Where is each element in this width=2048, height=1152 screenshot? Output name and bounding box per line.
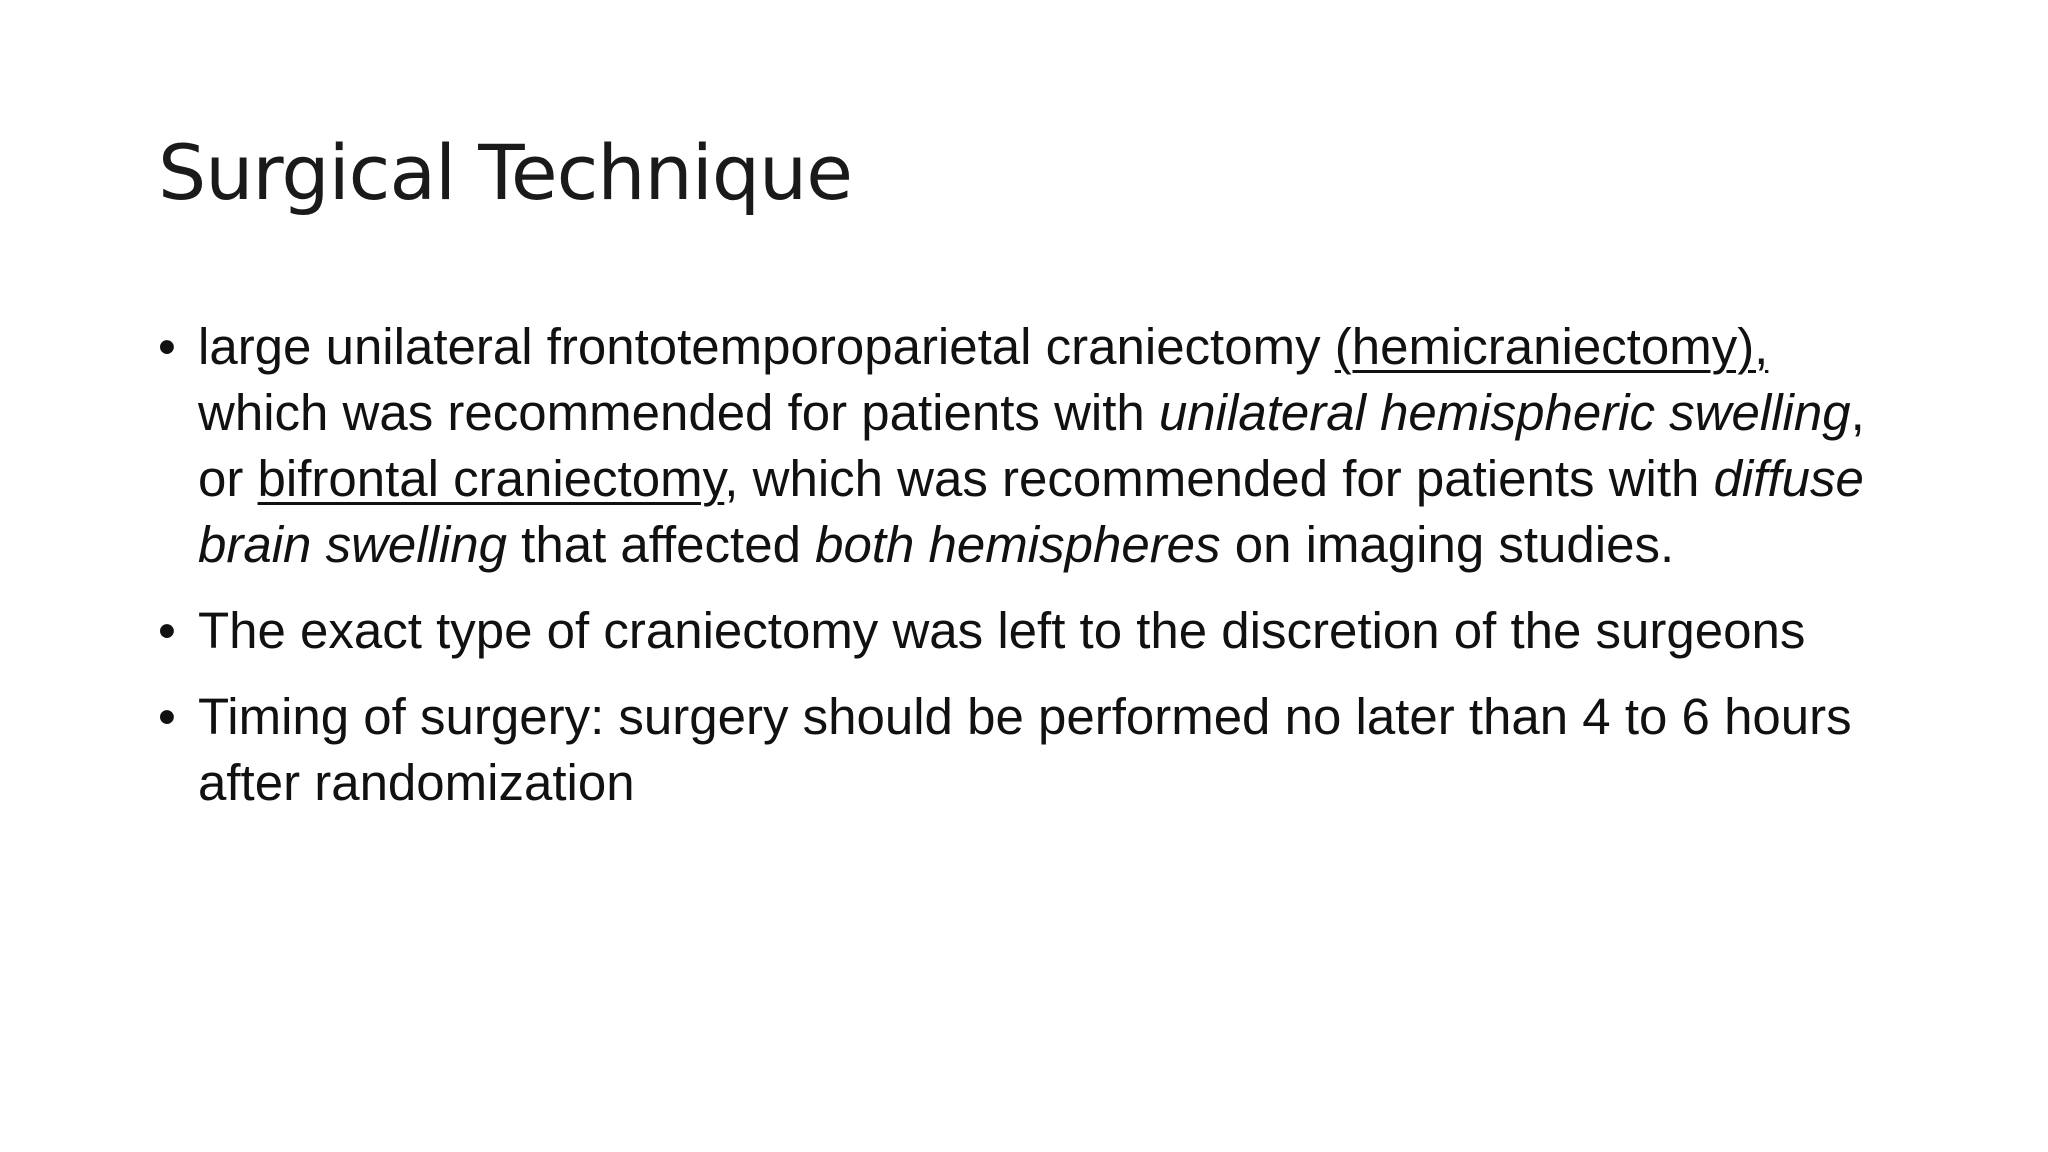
bullet-item <box>158 314 1898 578</box>
italic-term-diffuse-swelling: diffuse brain swelling <box>198 450 1864 573</box>
bullet-item <box>158 684 1898 816</box>
underlined-term-bifrontal-craniectomy: bifrontal craniectomy <box>257 450 725 507</box>
text-segment: on imaging studies. <box>1220 516 1675 573</box>
bullet-dot-icon: • <box>158 602 176 659</box>
bullet-dot-icon: • <box>158 688 176 745</box>
text-segment: which was recommended for patients with <box>198 384 1159 441</box>
text-segment: , which was recommended for patients with <box>724 450 1714 507</box>
bullet-dot-icon: • <box>158 318 176 375</box>
italic-term-unilateral-swelling: unilateral hemispheric swelling <box>1158 384 1851 441</box>
bullet-item <box>158 598 1898 664</box>
text-segment: , or <box>198 384 1865 507</box>
bullet-text: The exact type of craniectomy was left to the discretion of the surgeons <box>198 602 1806 659</box>
underlined-term-hemicraniectomy: (hemicraniectomy), <box>1334 318 1769 375</box>
text-segment: that affected <box>507 516 816 573</box>
slide-title: Surgical Technique <box>158 128 852 217</box>
bullet-list <box>158 314 1898 836</box>
text-segment: large unilateral frontotemporoparietal craniectomy <box>198 318 1335 375</box>
bullet-text: Timing of surgery: surgery should be performed no later than 4 to 6 hours after randomization <box>198 688 1852 811</box>
italic-term-both-hemispheres: both hemispheres <box>815 516 1221 573</box>
